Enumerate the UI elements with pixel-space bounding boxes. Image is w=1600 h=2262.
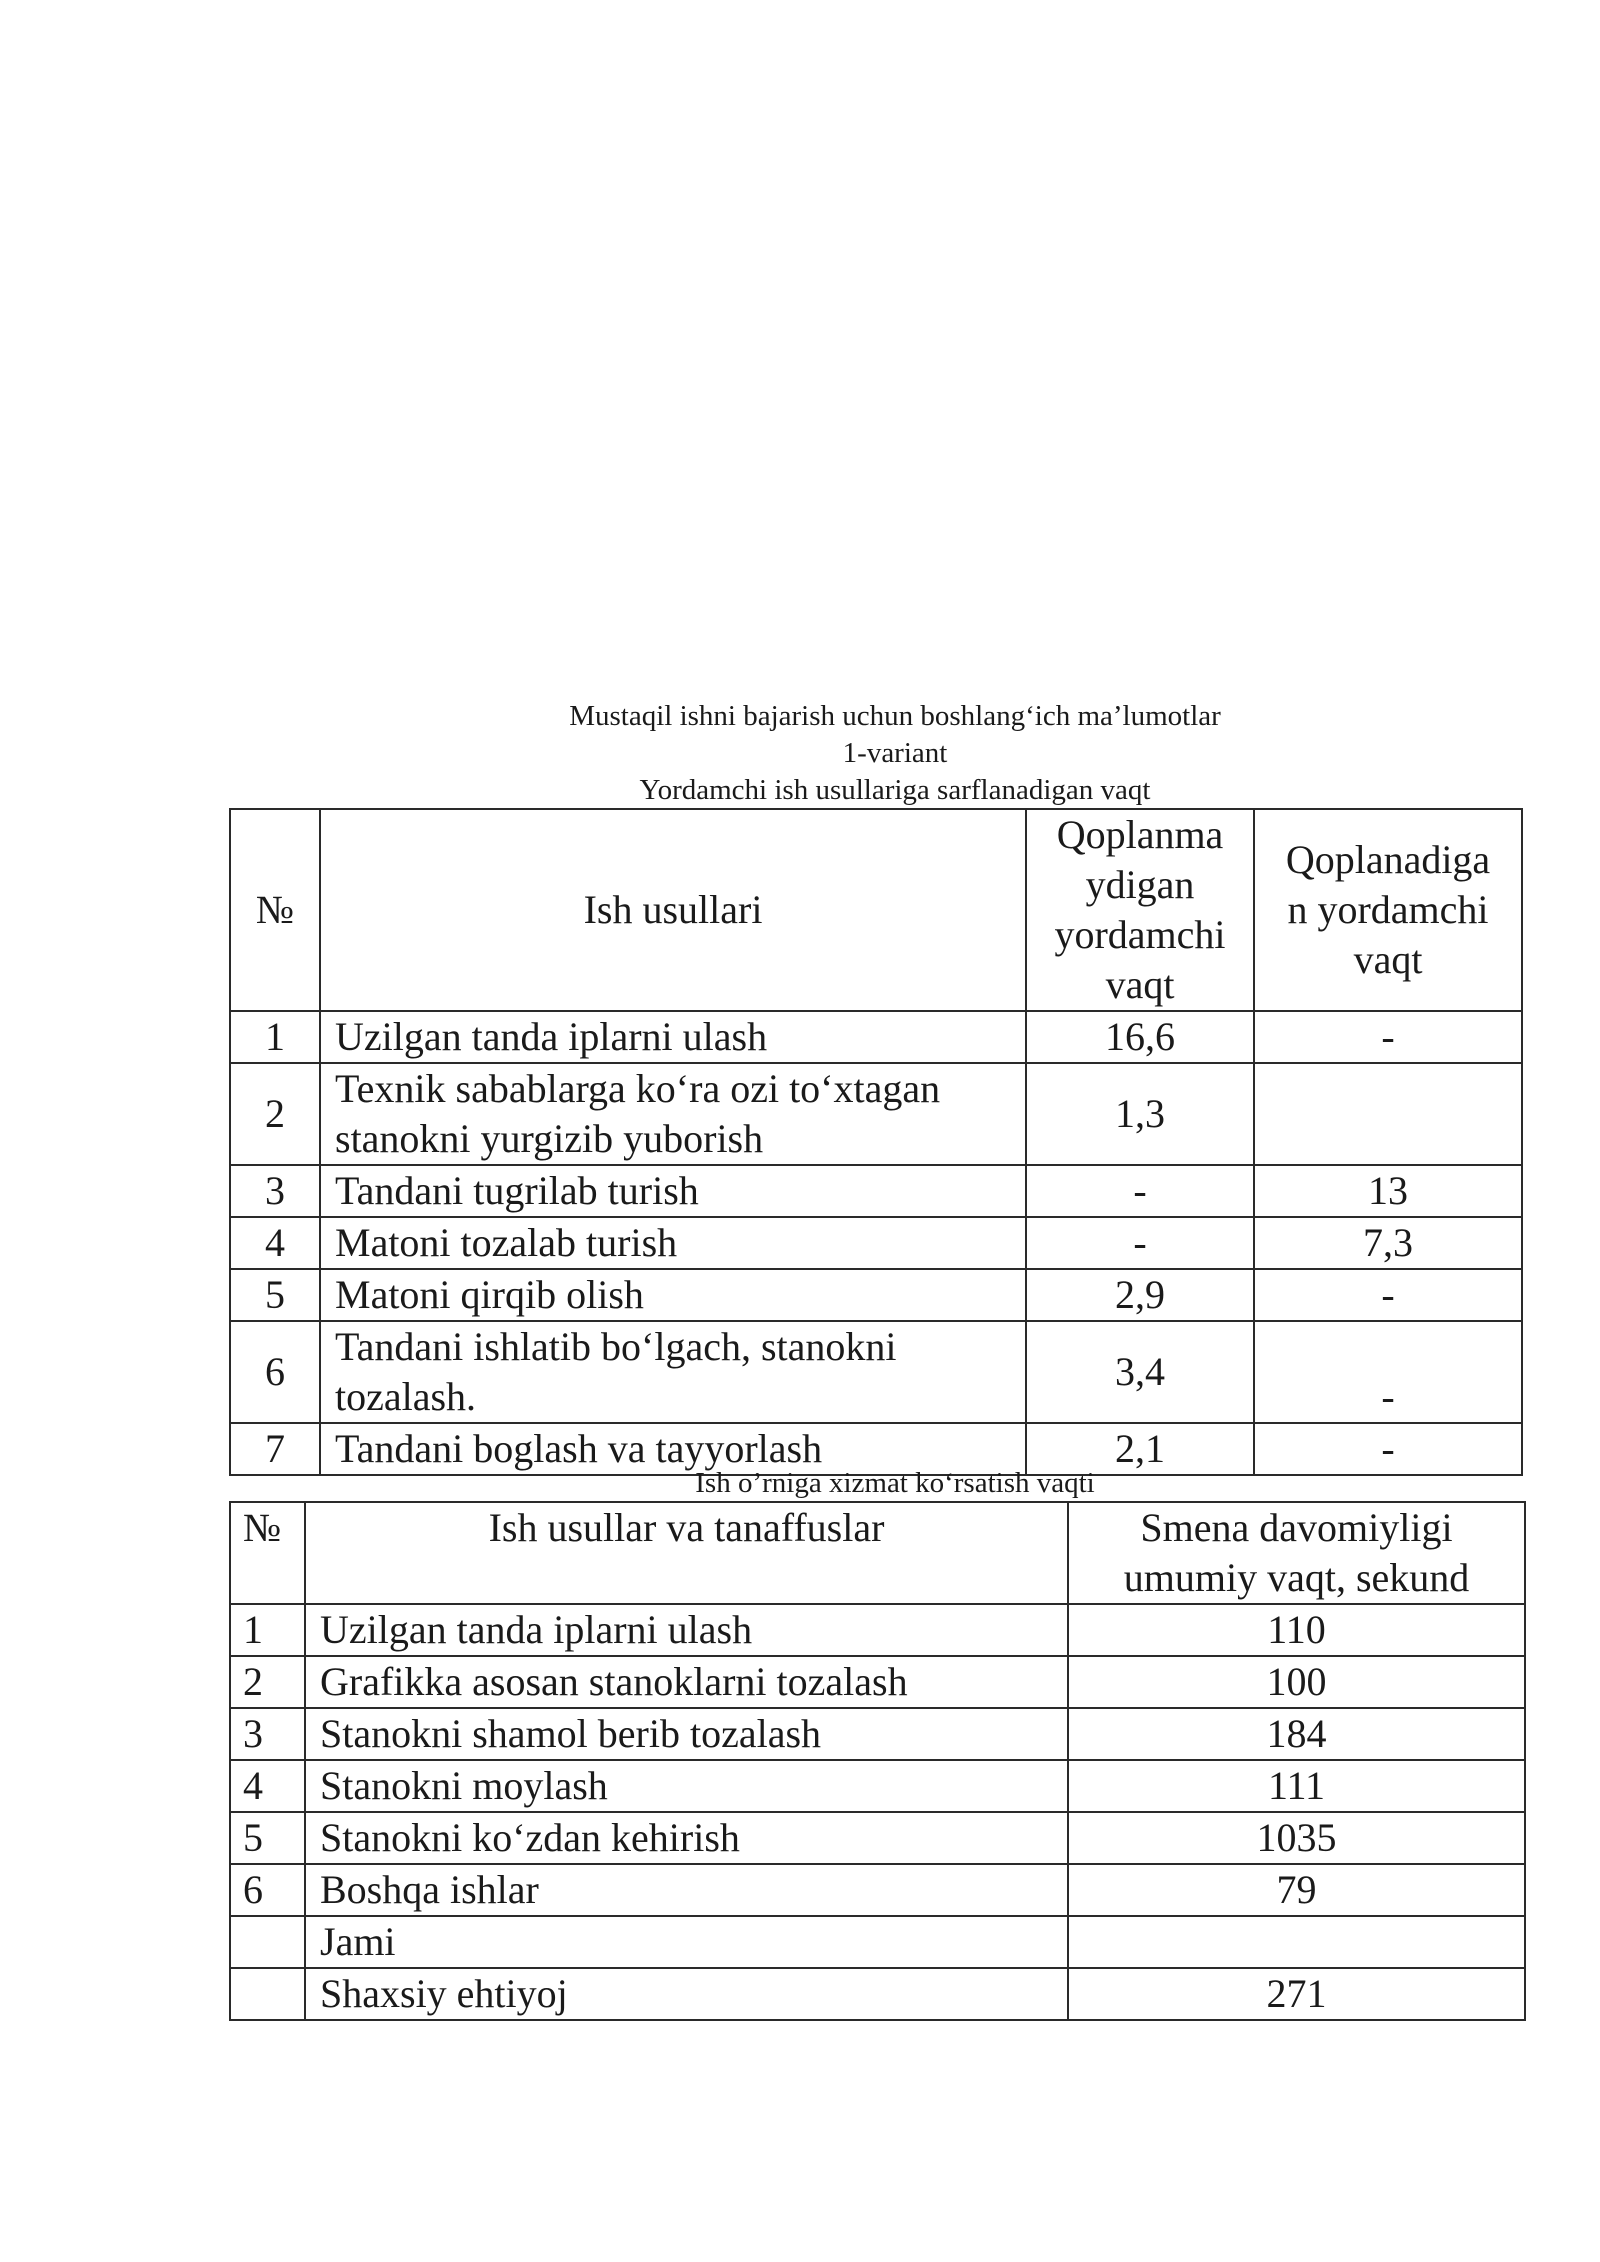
row-number: 4 [230, 1217, 320, 1269]
row-number: 5 [230, 1812, 305, 1864]
table1-header-overlapped-time [1026, 809, 1254, 1011]
table1-header-number: № [230, 809, 320, 1011]
row-overlapped-value: 2,1 [1026, 1423, 1254, 1475]
table-row [230, 1165, 1522, 1217]
row-overlapping-value: - [1254, 1423, 1522, 1475]
row-overlapped-value: 2,9 [1026, 1269, 1254, 1321]
row-label: Grafikka asosan stanoklarni tozalash [305, 1656, 1068, 1708]
table2-header-number: № [230, 1502, 305, 1604]
row-label-line: Tandani ishlatib bo‘lgach, stanokni [335, 1324, 897, 1369]
header-line: ydigan [1085, 862, 1195, 907]
row-label: Uzilgan tanda iplarni ulash [320, 1011, 1026, 1063]
row-label [320, 1063, 1026, 1165]
table-row [230, 1760, 1525, 1812]
row-value: 100 [1068, 1656, 1525, 1708]
row-label: Matoni tozalab turish [320, 1217, 1026, 1269]
table-row [230, 1269, 1522, 1321]
table-row [230, 1708, 1525, 1760]
table-row [230, 1063, 1522, 1165]
row-overlapping-value: - [1254, 1321, 1522, 1423]
header-line: n yordamchi [1287, 887, 1489, 932]
row-number: 4 [230, 1760, 305, 1812]
header-line: Qoplanadiga [1285, 837, 1491, 882]
table1-caption: Yordamchi ish usullariga sarflanadigan vaqt [639, 774, 1151, 806]
table-row [230, 1217, 1522, 1269]
row-overlapped-value: 1,3 [1026, 1063, 1254, 1165]
row-overlapping-value [1254, 1063, 1522, 1165]
row-number: 2 [230, 1063, 320, 1165]
row-value: 184 [1068, 1708, 1525, 1760]
table1-header-overlapping-time [1254, 809, 1522, 1011]
row-number [230, 1916, 305, 1968]
row-label: Stanokni ko‘zdan kehirish [305, 1812, 1068, 1864]
row-number: 2 [230, 1656, 305, 1708]
variant-label: 1-variant [842, 737, 948, 769]
table-row [230, 1656, 1525, 1708]
table1-header-row [230, 809, 1522, 1011]
row-value: 1035 [1068, 1812, 1525, 1864]
row-number [230, 1968, 305, 2020]
row-label [320, 1321, 1026, 1423]
row-label-line: Texnik sabablarga ko‘ra ozi to‘xtagan [335, 1066, 941, 1111]
document-title: Mustaqil ishni bajarish uchun boshlang‘ich ma’lumotlar [569, 700, 1221, 732]
table-row [230, 1812, 1525, 1864]
row-number: 3 [230, 1165, 320, 1217]
row-value: 79 [1068, 1864, 1525, 1916]
row-label: Boshqa ishlar [305, 1864, 1068, 1916]
row-label-line: tozalash. [335, 1374, 477, 1419]
row-label: Stanokni moylash [305, 1760, 1068, 1812]
row-label: Jami [305, 1916, 1068, 1968]
auxiliary-methods-table [229, 808, 1523, 1476]
row-value: 111 [1068, 1760, 1525, 1812]
row-label: Tandani boglash va tayyorlash [320, 1423, 1026, 1475]
row-number: 3 [230, 1708, 305, 1760]
table-row [230, 1916, 1525, 1968]
row-overlapped-value: 16,6 [1026, 1011, 1254, 1063]
table-row [230, 1968, 1525, 2020]
row-label: Tandani tugrilab turish [320, 1165, 1026, 1217]
table-row [230, 1321, 1522, 1423]
table2-header-methods: Ish usullar va tanaffuslar [305, 1502, 1068, 1604]
row-number: 5 [230, 1269, 320, 1321]
row-value: 271 [1068, 1968, 1525, 2020]
table2-header-row [230, 1502, 1525, 1604]
row-overlapping-value: 7,3 [1254, 1217, 1522, 1269]
header-line: vaqt [1105, 962, 1175, 1007]
row-overlapping-value: - [1254, 1269, 1522, 1321]
row-label: Matoni qirqib olish [320, 1269, 1026, 1321]
row-value: 110 [1068, 1604, 1525, 1656]
table-row [230, 1011, 1522, 1063]
row-label: Shaxsiy ehtiyoj [305, 1968, 1068, 2020]
row-number: 1 [230, 1011, 320, 1063]
header-line: yordamchi [1054, 912, 1226, 957]
row-overlapped-value: - [1026, 1165, 1254, 1217]
header-line: vaqt [1353, 937, 1423, 982]
table2-header-shift-time [1068, 1502, 1525, 1604]
row-label-line: stanokni yurgizib yuborish [335, 1116, 764, 1161]
table-row [230, 1604, 1525, 1656]
row-number: 6 [230, 1864, 305, 1916]
row-number: 6 [230, 1321, 320, 1423]
header-line: Smena davomiyligi [1140, 1505, 1453, 1550]
header-line: Qoplanma [1056, 812, 1224, 857]
row-overlapping-value: 13 [1254, 1165, 1522, 1217]
row-overlapping-value: - [1254, 1011, 1522, 1063]
row-number: 1 [230, 1604, 305, 1656]
table2-caption: Ish o’rniga xizmat ko‘rsatish vaqti [695, 1467, 1095, 1499]
table1-header-methods: Ish usullari [320, 809, 1026, 1011]
row-overlapped-value: 3,4 [1026, 1321, 1254, 1423]
row-value [1068, 1916, 1525, 1968]
row-label: Uzilgan tanda iplarni ulash [305, 1604, 1068, 1656]
header-line: umumiy vaqt, sekund [1123, 1555, 1470, 1600]
table-row [230, 1864, 1525, 1916]
row-number: 7 [230, 1423, 320, 1475]
row-overlapped-value: - [1026, 1217, 1254, 1269]
workplace-service-table [229, 1501, 1526, 2021]
row-label: Stanokni shamol berib tozalash [305, 1708, 1068, 1760]
